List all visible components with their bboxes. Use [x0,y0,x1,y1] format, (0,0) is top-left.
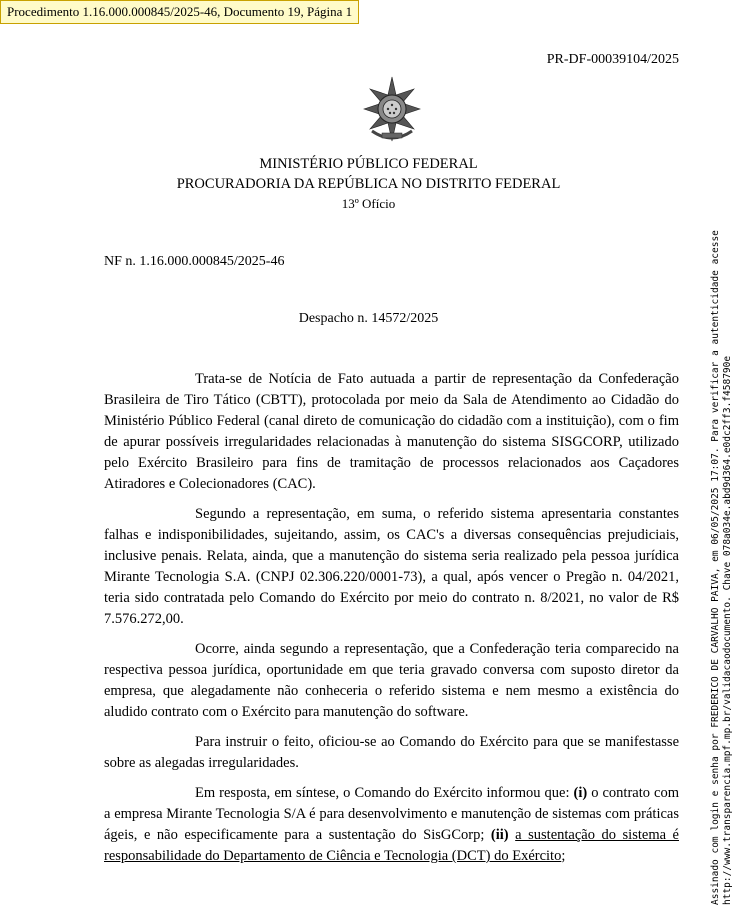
paragraph-4: Para instruir o feito, oficiou-se ao Comando do Exército para que se manifestasse sobre as alegadas irregularidades. [104,734,679,771]
department-name: PROCURADORIA DA REPÚBLICA NO DISTRITO FEDERAL [176,176,561,192]
document-number: PR-DF-00039104/2025 [546,52,679,67]
signature-line-1: Assinado com login e senha por FREDERICO DE CARVALHO PAIVA, em 06/05/2025 17:07. Para verificar a autenticidade acesse [710,230,721,905]
document-body [104,369,679,876]
coat-of-arms-icon [360,75,424,143]
item-ii-end: ; [561,848,566,864]
item-ii-underlined: a sustentação do sistema é responsabilidade do Departamento de Ciência e Tecnologia (DCT) do Exército [104,827,679,864]
signature-sidebar [710,230,737,905]
signature-line-2: http://www.transparencia.mpf.mp.br/validacaodocumento. Chave 078a034e.abd9d364.e0dc2ff3.f458790e [722,355,733,905]
office-name: 13º Ofício [341,196,396,211]
signature-text [710,230,734,905]
institution-name: MINISTÉRIO PÚBLICO FEDERAL [259,156,478,172]
item-i-text: o contrato com a empresa Mirante Tecnologia S/A é para desenvolvimento e manutenção de sistemas com práticas ágeis, e não especificamente para a sustentação do SisGCorp; [104,785,679,843]
paragraph-3: Ocorre, ainda segundo a representação, que a Confederação teria comparecido na respectiva pessoa jurídica, oportunidade em que teria gravado conversa com suposto diretor da empresa, que alegadamente não conheceria o referido sistema e nem mesmo a existência do aludido contrato com o Exército para manutenção do software. [104,641,679,720]
item-marker-ii: (ii) [490,827,509,843]
institution-header [0,154,737,214]
despacho-title: Despacho n. 14572/2025 [298,311,439,326]
paragraph-1: Trata-se de Notícia de Fato autuada a partir de representação da Confederação Brasileira de Tiro Tático (CBTT), protocolada por meio da Sala de Atendimento ao Cidadão do Ministério Público Federal (canal direto de comunicação do cidadão com a instituição), com o fim de apurar possíveis irregularidades relacionadas à manutenção do sistema SISGCORP, utilizado pelo Exército Brasileiro para fins de tramitação de processos relacionados aos Caçadores Atiradores e Colecionadores (CAC). [104,371,679,492]
paragraph-5 [104,783,679,867]
procedure-bar: Procedimento 1.16.000.000845/2025-46, Documento 19, Página 1 [0,0,359,24]
paragraph-5-intro: Em resposta, em síntese, o Comando do Exército informou que: [195,785,574,801]
nf-reference: NF n. 1.16.000.000845/2025-46 [104,254,285,269]
item-marker-i: (i) [573,785,588,801]
paragraph-2: Segundo a representação, em suma, o referido sistema apresentaria constantes falhas e indisponibilidades, sujeitando, assim, os CAC's a diversas consequências prejudiciais, inclusive penais. Relata, ainda, que a manutenção do sistema seria realizado pela pessoa jurídica Mirante Tecnologia S.A. (CNPJ 02.306.220/0001-73), a qual, após vencer o Pregão n. 04/2021, teria sido contratada pelo Comando do Exército por meio do contrato n. 8/2021, no valor de R$ 7.576.272,00. [104,506,679,627]
